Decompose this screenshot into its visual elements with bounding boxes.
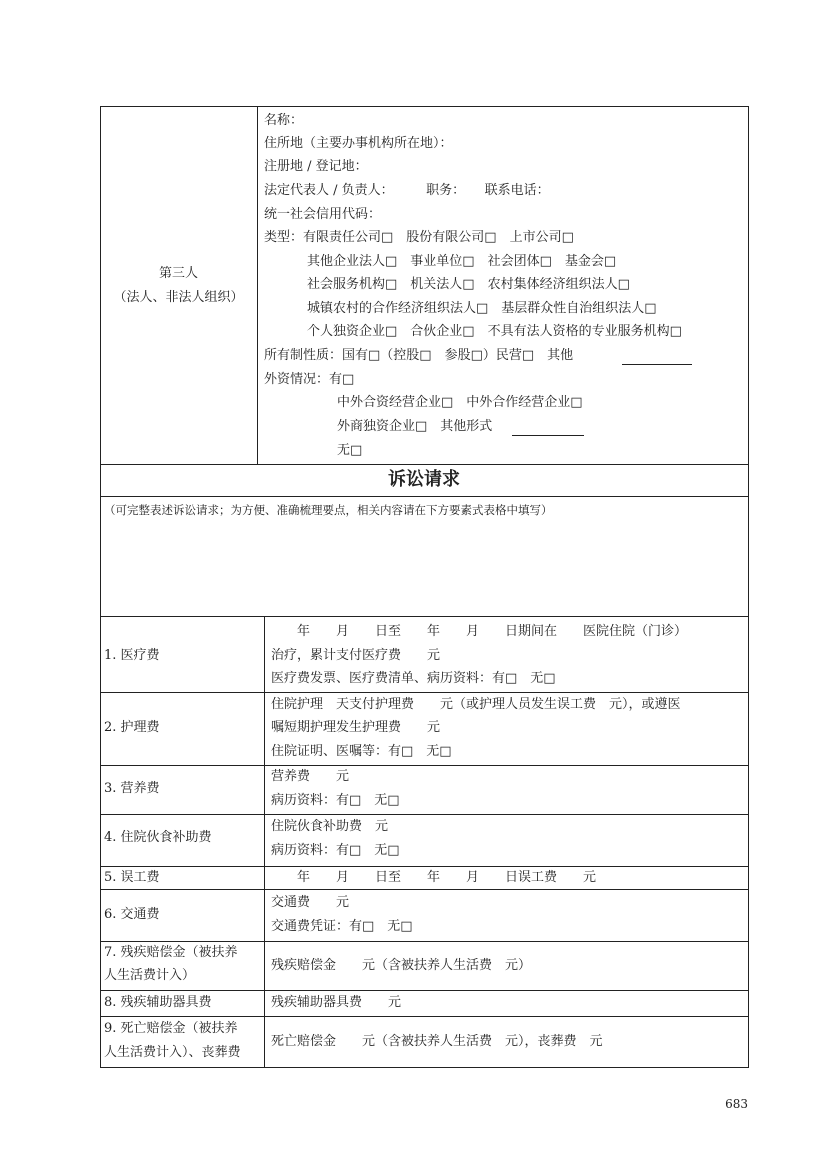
- field-type-2: 其他企业法人□ 事业单位□ 社会团体□ 基金会□: [307, 254, 617, 269]
- row-line-5: [100, 889, 749, 890]
- field-credit-code: 统一社会信用代码：: [264, 207, 382, 222]
- row-meal-subsidy-line-2: 病历资料：有□ 无□: [271, 843, 400, 858]
- row-meal-subsidy-line-1: 住院伙食补助费 元: [271, 819, 389, 834]
- third-party-sublabel: （法人、非法人组织）: [113, 290, 244, 305]
- row-disability-comp-label-2: 人生活费计入）: [104, 968, 196, 983]
- row-transport-line-2: 交通费凭证：有□ 无□: [271, 919, 413, 934]
- row-lost-wages-label: 5. 误工费: [104, 870, 160, 885]
- field-legal-rep: 法定代表人 / 负责人： 职务： 联系电话：: [264, 183, 550, 198]
- section-title: 诉讼请求: [388, 469, 460, 490]
- row-line-1: [100, 692, 749, 693]
- row-nursing-line-1: 住院护理 天支付护理费 元（或护理人员发生误工费 元），或遵医: [271, 697, 681, 712]
- row-line-7: [100, 990, 749, 991]
- claims-divider: [264, 616, 265, 1068]
- field-foreign-none: 无□: [337, 443, 363, 458]
- field-type-4: 城镇农村的合作经济组织法人□ 基层群众性自治组织法人□: [307, 301, 657, 316]
- row-disability-comp-line-1: 残疾赔偿金 元（含被扶养人生活费 元）: [271, 958, 532, 973]
- row-death-comp-label-1: 9. 死亡赔偿金（被扶养: [104, 1021, 238, 1036]
- row-line-3: [100, 814, 749, 815]
- field-foreign-1: 中外合资经营企业□ 中外合作经营企业□: [337, 395, 583, 410]
- section-top-line: [100, 464, 749, 465]
- field-name: 名称：: [264, 113, 304, 128]
- claim-note: （可完整表述诉讼请求；为方便、准确梳理要点，相关内容请在下方要素式表格中填写）: [104, 503, 553, 517]
- row-line-6: [100, 941, 749, 942]
- row-medical-label: 1. 医疗费: [104, 648, 160, 663]
- row-assistive-device-line-1: 残疾辅助器具费 元: [271, 995, 402, 1010]
- field-foreign-2: 外商独资企业□ 其他形式: [337, 419, 493, 434]
- row-line-8: [100, 1016, 749, 1017]
- row-nursing-label: 2. 护理费: [104, 720, 160, 735]
- row-assistive-device-label: 8. 残疾辅助器具费: [104, 995, 212, 1010]
- field-ownership: 所有制性质：国有□（控股□ 参股□）民营□ 其他: [264, 348, 574, 363]
- row-death-comp-label-2: 人生活费计入）、丧葬费: [104, 1045, 241, 1060]
- row-nutrition-line-2: 病历资料：有□ 无□: [271, 793, 400, 808]
- row-transport-line-1: 交通费 元: [271, 895, 350, 910]
- row-medical-line-1: 年 月 日至 年 月 日期间在 医院住院（门诊）: [271, 624, 688, 639]
- row-meal-subsidy-label: 4. 住院伙食补助费: [104, 830, 212, 845]
- section-bottom-line: [100, 496, 749, 497]
- row-disability-comp-label-1: 7. 残疾赔偿金（被扶养: [104, 945, 238, 960]
- row-lost-wages-line-1: 年 月 日至 年 月 日误工费 元: [271, 870, 597, 885]
- row-nutrition-line-1: 营养费 元: [271, 769, 350, 784]
- row-nursing-line-2: 嘱短期护理发生护理费 元: [271, 720, 441, 735]
- row-line-4: [100, 866, 749, 867]
- row-nursing-line-3: 住院证明、医嘱等：有□ 无□: [271, 744, 452, 759]
- ownership-blank-line: [622, 364, 692, 365]
- row-line-2: [100, 765, 749, 766]
- foreign-blank-line: [512, 435, 584, 436]
- field-domicile: 住所地（主要办事机构所在地）：: [264, 136, 453, 151]
- row-transport-label: 6. 交通费: [104, 907, 160, 922]
- field-type-5: 个人独资企业□ 合伙企业□ 不具有法人资格的专业服务机构□: [307, 324, 682, 339]
- field-type-3: 社会服务机构□ 机关法人□ 农村集体经济组织法人□: [307, 277, 630, 292]
- row-medical-line-3: 医疗费发票、医疗费清单、病历资料：有□ 无□: [271, 671, 556, 686]
- row-nutrition-label: 3. 营养费: [104, 781, 160, 796]
- row-death-comp-line-1: 死亡赔偿金 元（含被扶养人生活费 元），丧葬费 元: [271, 1034, 603, 1049]
- field-foreign-capital: 外资情况：有□: [264, 372, 355, 387]
- row-medical-line-2: 治疗，累计支付医疗费 元: [271, 648, 441, 663]
- form-table-frame: [100, 106, 749, 1068]
- third-party-divider: [257, 106, 258, 464]
- page-number: 683: [725, 1097, 748, 1111]
- field-type-1: 类型：有限责任公司□ 股份有限公司□ 上市公司□: [264, 230, 574, 245]
- third-party-label: 第三人: [158, 266, 198, 281]
- field-registration: 注册地 / 登记地：: [264, 159, 368, 174]
- claim-area-bottom-line: [100, 616, 749, 617]
